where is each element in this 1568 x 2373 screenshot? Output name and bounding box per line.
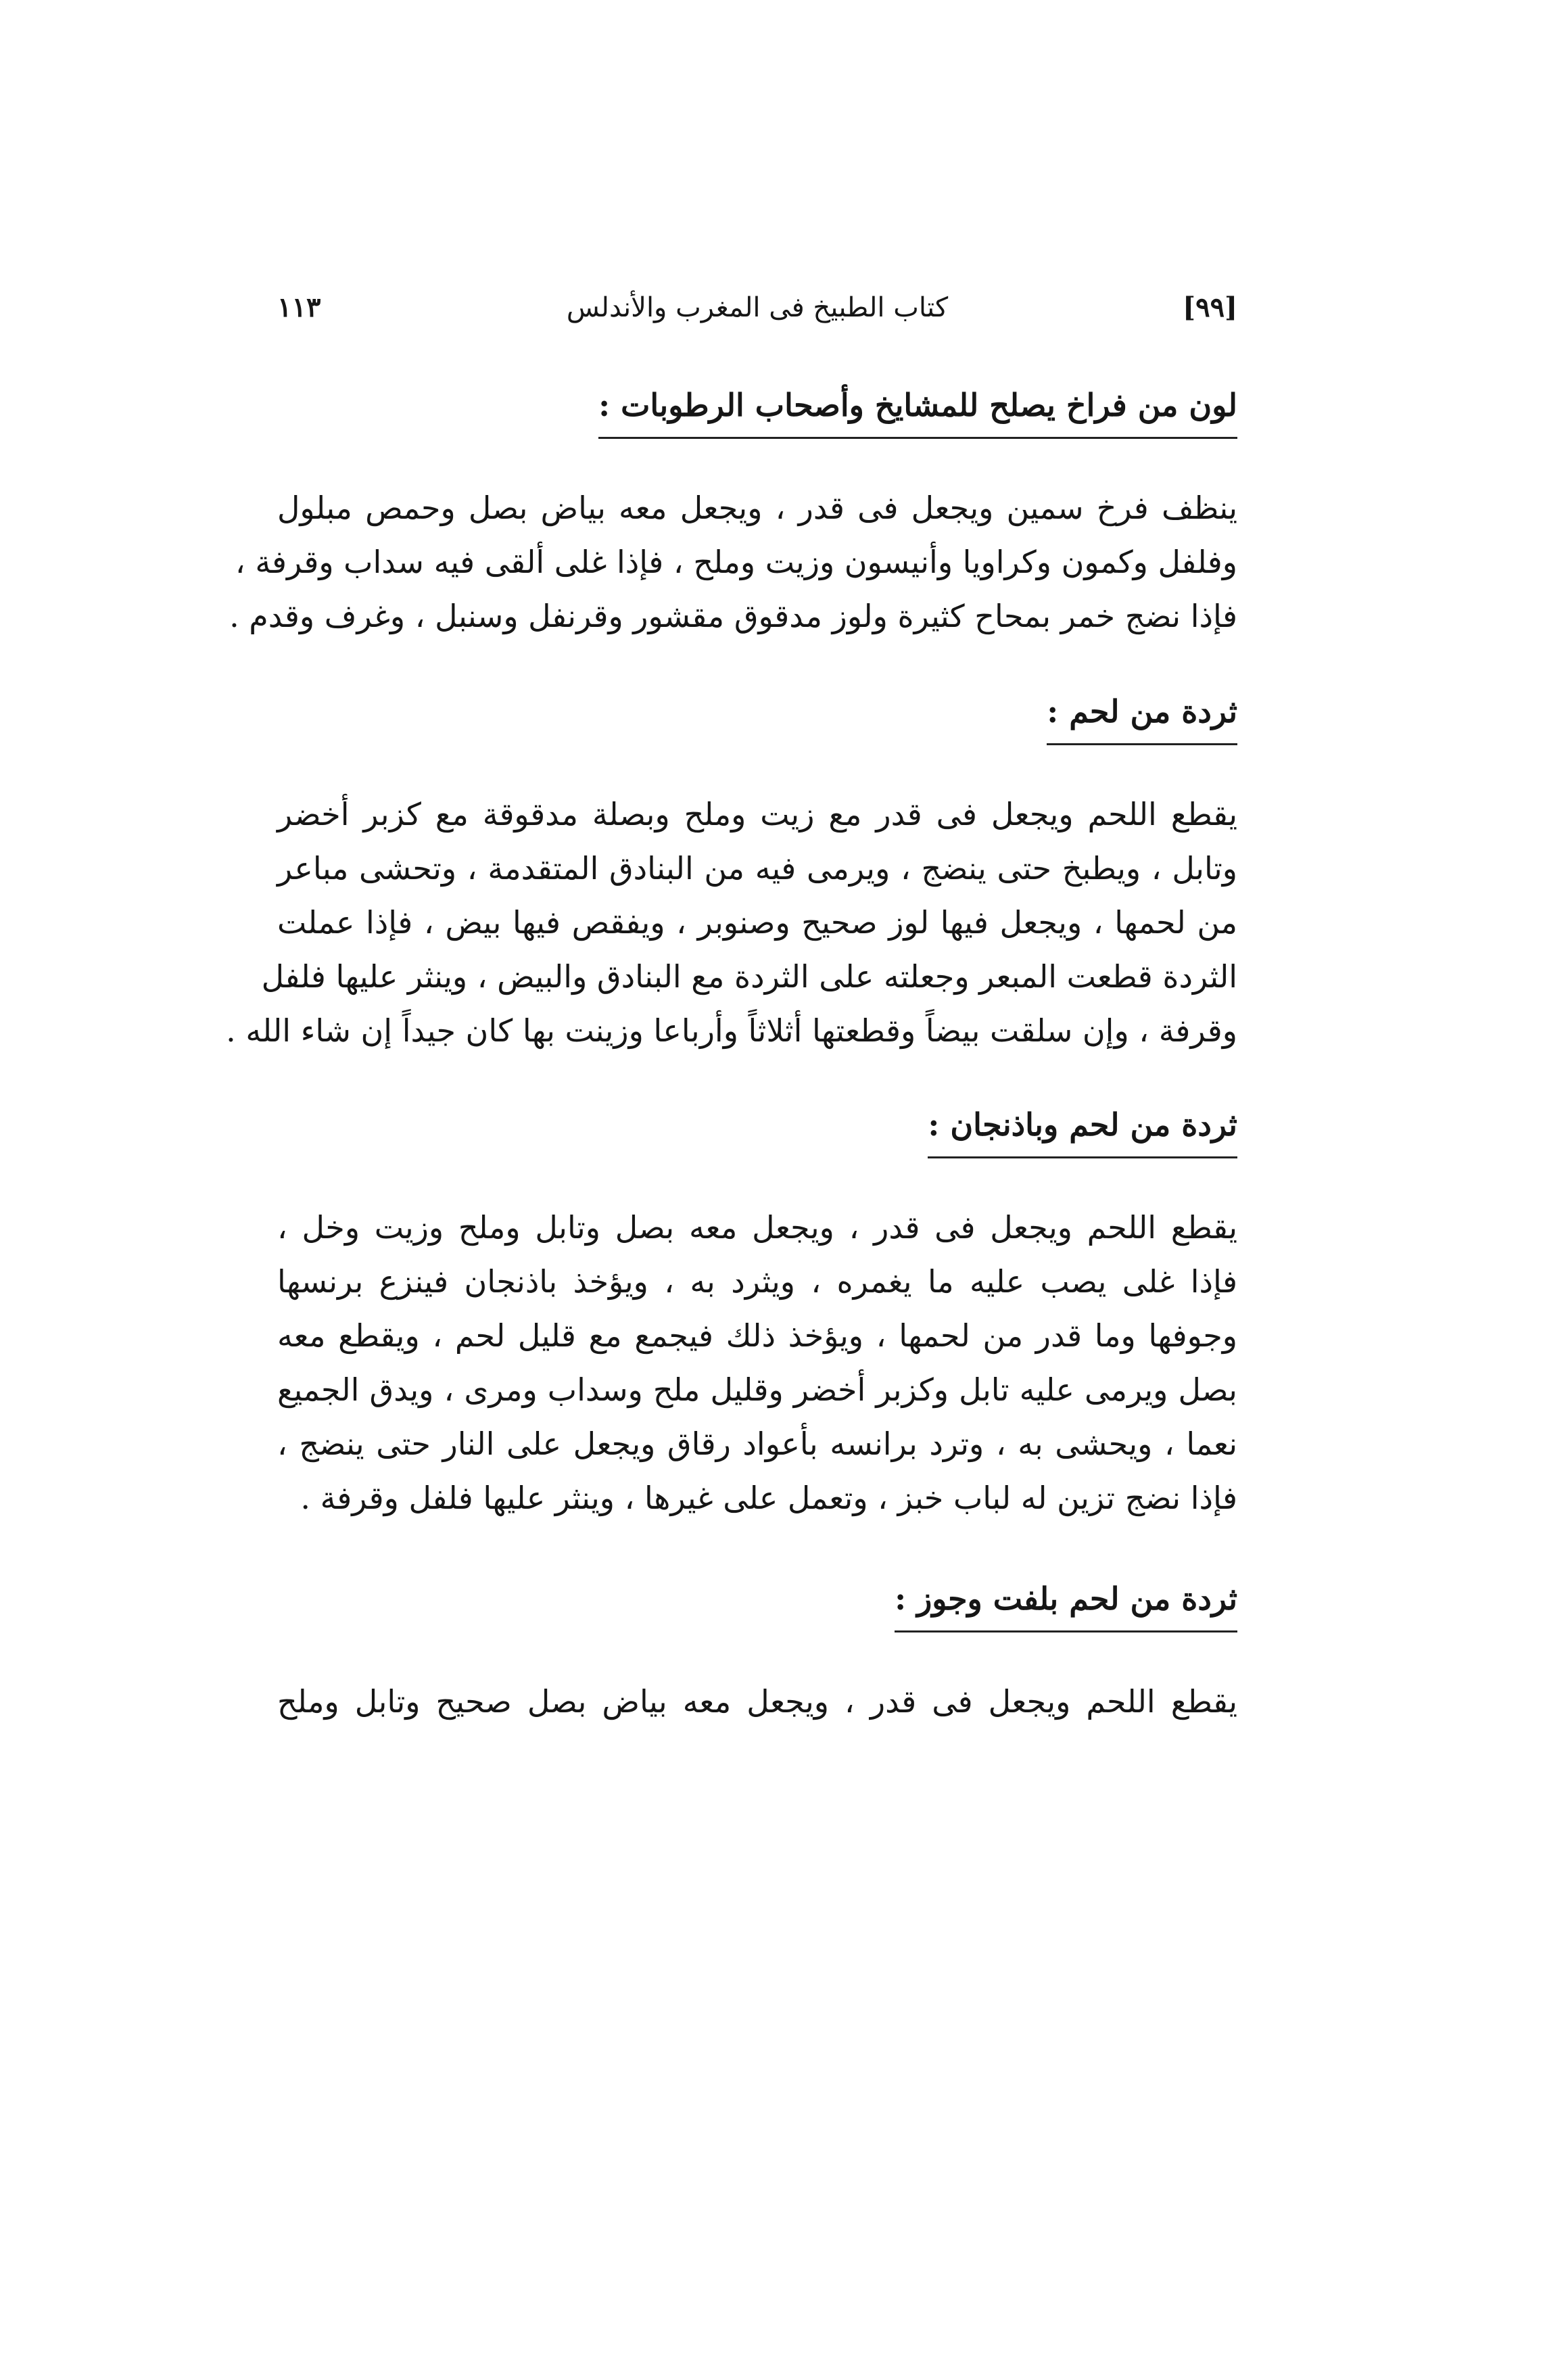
text-line: يقطع اللحم ويجعل فى قدر ، ويجعل معه بصل وتابل وملح وزيت وخل ، (277, 1209, 1237, 1246)
recipe-text (229, 481, 1237, 643)
text-line: يقطع اللحم ويجعل فى قدر مع زيت وملح وبصلة مدقوقة مع كزبر أخضر (277, 796, 1237, 832)
recipe-section (229, 379, 1237, 643)
text-line: من لحمها ، ويجعل فيها لوز صحيح وصنوبر ، ويفقص فيها بيض ، فإذا عملت (277, 904, 1237, 941)
book-title: كتاب الطبيخ فى المغرب والأندلس (566, 292, 949, 323)
text-line: نعما ، ويحشى به ، وترد برانسه بأعواد رقاق ويجعل على النار حتى ينضج ، (277, 1426, 1237, 1462)
text-line: يقطع اللحم ويجعل فى قدر ، ويجعل معه بياض بصل صحيح وتابل وملح (277, 1683, 1237, 1720)
recipe-text (277, 1200, 1237, 1525)
text-line: ينظف فرخ سمين ويجعل فى قدر ، ويجعل معه بياض بصل وحمص مبلول (277, 490, 1237, 526)
text-line: وتابل ، ويطبخ حتى ينضج ، ويرمى فيه من البنادق المتقدمة ، وتحشى مباعر (277, 850, 1237, 887)
running-header (277, 287, 1237, 335)
text-line: وقرفة ، وإن سلقت بيضاً وقطعتها أثلاثاً وأرباعا وزينت بها كان جيداً إن شاء الله . (226, 1012, 1237, 1049)
page-content (226, 379, 1237, 1729)
recipe-title: لون من فراخ يصلح للمشايخ وأصحاب الرطوبات : (598, 379, 1237, 439)
text-line: فإذا نضج خمر بمحاح كثيرة ولوز مدقوق مقشور وقرنفل وسنبل ، وغرف وقدم . (229, 598, 1237, 634)
text-line: فإذا غلى يصب عليه ما يغمره ، ويثرد به ، ويؤخذ باذنجان فينزع برنسها (277, 1263, 1237, 1300)
text-line: فإذا نضج تزين له لباب خبز ، وتعمل على غيرها ، وينثر عليها فلفل وقرفة . (300, 1480, 1237, 1516)
text-line: بصل ويرمى عليه تابل وكزبر أخضر وقليل ملح وسداب ومرى ، ويدق الجميع (277, 1371, 1237, 1408)
recipe-title: ثردة من لحم بلفت وجوز : (895, 1572, 1237, 1632)
text-line: وفلفل وكمون وكراويا وأنيسون وزيت وملح ، فإذا غلى ألقى فيه سداب وقرفة ، (235, 544, 1237, 580)
recipe-title: ثردة من لحم : (1047, 685, 1237, 745)
recipe-section (277, 1098, 1237, 1525)
recipe-title: ثردة من لحم وباذنجان : (928, 1098, 1237, 1158)
text-line: الثردة قطعت المبعر وجعلته على الثردة مع البنادق والبيض ، وينثر عليها فلفل (261, 958, 1237, 995)
folio-marker: [٩٩] (1183, 291, 1237, 323)
text-line: وجوفها وما قدر من لحمها ، ويؤخذ ذلك فيجمع مع قليل لحم ، ويقطع معه (277, 1317, 1237, 1354)
recipe-text (277, 1674, 1237, 1729)
page-number: ١١٣ (277, 291, 321, 323)
recipe-section (226, 685, 1237, 1058)
recipe-text (226, 787, 1237, 1058)
recipe-section (277, 1572, 1237, 1729)
